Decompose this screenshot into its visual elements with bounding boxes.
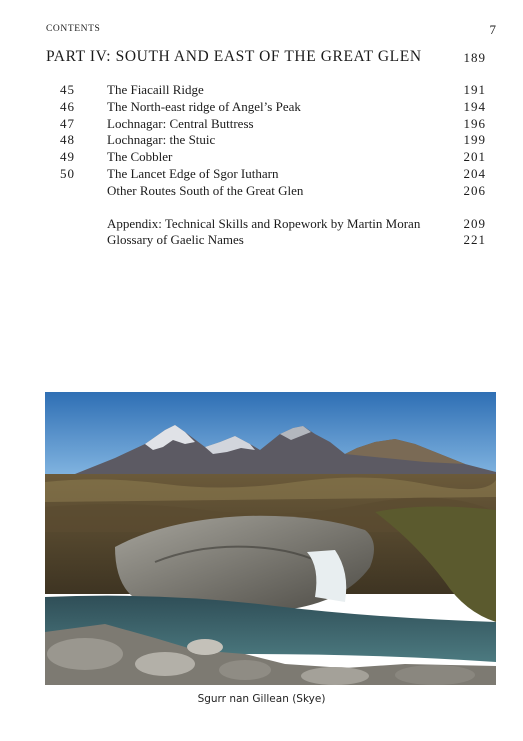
entry-number: 47 [60,115,75,131]
toc-entry-48 [46,132,486,149]
entry-page: 194 [463,98,486,114]
entry-title: Lochnagar: Central Buttress [107,115,254,131]
entry-number: 50 [60,165,75,181]
toc-entry-46 [46,99,486,116]
toc-entry-47 [46,116,486,133]
entry-title: Glossary of Gaelic Names [107,232,244,248]
contents-list [46,82,486,249]
running-head [46,22,496,38]
entry-page: 196 [463,115,486,131]
page-number: 7 [489,22,496,37]
toc-entry-glossary [46,232,486,249]
entry-title: Lochnagar: the Stuic [107,132,216,148]
running-head-label: CONTENTS [46,24,101,34]
entry-title: The Lancet Edge of Sgor Iutharn [107,165,279,181]
entry-page: 199 [463,132,486,148]
entry-page: 201 [463,149,486,165]
toc-entry-45 [46,82,486,99]
part-heading [46,48,486,70]
entry-number: 46 [60,98,75,114]
toc-entry-appendix [46,216,486,233]
entry-page: 209 [463,215,486,231]
entry-title: Other Routes South of the Great Glen [107,182,304,198]
toc-entry-50 [46,166,486,183]
toc-entry-49 [46,149,486,166]
entry-page: 206 [463,182,486,198]
toc-entry-other-routes [46,183,486,200]
entry-title: Appendix: Technical Skills and Ropework by Martin Moran [107,215,421,231]
part-page: 189 [463,50,486,65]
part-title: PART IV: SOUTH AND EAST OF THE GREAT GLEN [46,48,422,65]
entry-page: 204 [463,165,486,181]
entry-number: 48 [60,132,75,148]
entry-page: 191 [463,82,486,97]
photo-caption: Sgurr nan Gillean (Skye) [197,693,326,705]
entry-number: 45 [60,82,75,97]
entry-title: The Fiacaill Ridge [107,82,204,97]
spacer [46,200,486,216]
entry-page: 221 [463,232,486,248]
entry-number: 49 [60,149,75,165]
landscape-photo [45,392,496,685]
entry-title: The North-east ridge of Angel’s Peak [107,98,301,114]
entry-title: The Cobbler [107,149,173,165]
